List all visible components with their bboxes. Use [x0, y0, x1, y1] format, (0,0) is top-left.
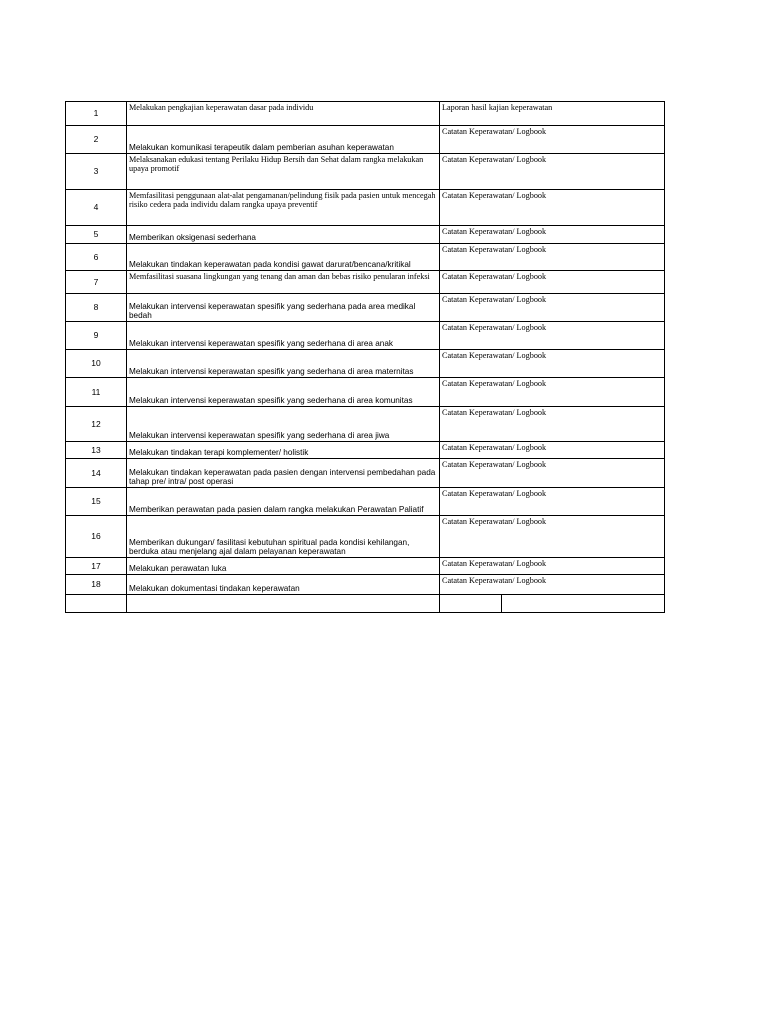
table-row	[66, 488, 665, 516]
row-number: 17	[66, 558, 127, 575]
table-row	[66, 126, 665, 154]
activity-cell: Melakukan pengkajian keperawatan dasar pada individu	[127, 102, 440, 126]
output-cell: Catatan Keperawatan/ Logbook	[440, 126, 665, 154]
output-cell: Catatan Keperawatan/ Logbook	[440, 516, 665, 558]
activity-table	[65, 101, 665, 613]
output-cell: Catatan Keperawatan/ Logbook	[440, 378, 665, 407]
table-row	[66, 322, 665, 350]
row-number: 15	[66, 488, 127, 516]
row-number: 10	[66, 350, 127, 378]
table-row	[66, 407, 665, 442]
activity-cell: Melakukan perawatan luka	[127, 558, 440, 575]
table-row	[66, 442, 665, 459]
activity-cell: Memberikan oksigenasi sederhana	[127, 226, 440, 244]
table-row	[66, 575, 665, 595]
row-number: 18	[66, 575, 127, 595]
output-cell: Catatan Keperawatan/ Logbook	[440, 154, 665, 190]
empty-cell	[127, 595, 440, 613]
output-cell: Catatan Keperawatan/ Logbook	[440, 322, 665, 350]
activity-cell: Melakukan komunikasi terapeutik dalam pemberian asuhan keperawatan	[127, 126, 440, 154]
table-row	[66, 271, 665, 294]
table-row	[66, 226, 665, 244]
activity-cell: Melakukan intervensi keperawatan spesifik yang sederhana di area komunitas	[127, 378, 440, 407]
table-row	[66, 102, 665, 126]
output-cell: Catatan Keperawatan/ Logbook	[440, 271, 665, 294]
table-row	[66, 154, 665, 190]
row-number: 8	[66, 294, 127, 322]
activity-cell: Melakukan intervensi keperawatan spesifik yang sederhana pada area medikal bedah	[127, 294, 440, 322]
row-number: 11	[66, 378, 127, 407]
activity-cell: Memberikan perawatan pada pasien dalam rangka melakukan Perawatan Paliatif	[127, 488, 440, 516]
activity-cell: Melakukan intervensi keperawatan spesifik yang sederhana di area jiwa	[127, 407, 440, 442]
activity-cell: Memfasilitasi suasana lingkungan yang tenang dan aman dan bebas risiko penularan infeksi	[127, 271, 440, 294]
empty-cell	[66, 595, 127, 613]
table-row	[66, 558, 665, 575]
table-row	[66, 190, 665, 226]
output-cell: Laporan hasil kajian keperawatan	[440, 102, 665, 126]
row-number: 1	[66, 102, 127, 126]
row-number: 6	[66, 244, 127, 271]
row-number: 12	[66, 407, 127, 442]
table-row	[66, 516, 665, 558]
row-number: 13	[66, 442, 127, 459]
table-row	[66, 378, 665, 407]
row-number: 2	[66, 126, 127, 154]
output-cell: Catatan Keperawatan/ Logbook	[440, 350, 665, 378]
output-cell: Catatan Keperawatan/ Logbook	[440, 575, 665, 595]
row-number: 4	[66, 190, 127, 226]
activity-cell: Melakukan dokumentasi tindakan keperawatan	[127, 575, 440, 595]
output-cell: Catatan Keperawatan/ Logbook	[440, 190, 665, 226]
empty-split-cell	[440, 595, 665, 613]
output-cell: Catatan Keperawatan/ Logbook	[440, 459, 665, 488]
activity-cell: Melakukan tindakan keperawatan pada pasien dengan intervensi pembedahan pada tahap pre/ intra/ post operasi	[127, 459, 440, 488]
split-container	[440, 595, 664, 612]
activity-cell: Melaksanakan edukasi tentang Perilaku Hidup Bersih dan Sehat dalam rangka melakukan upaya promotif	[127, 154, 440, 190]
output-cell: Catatan Keperawatan/ Logbook	[440, 226, 665, 244]
row-number: 16	[66, 516, 127, 558]
output-cell: Catatan Keperawatan/ Logbook	[440, 244, 665, 271]
row-number: 5	[66, 226, 127, 244]
row-number: 3	[66, 154, 127, 190]
table-row	[66, 244, 665, 271]
output-cell: Catatan Keperawatan/ Logbook	[440, 558, 665, 575]
empty-subcell	[502, 595, 664, 612]
output-cell: Catatan Keperawatan/ Logbook	[440, 294, 665, 322]
activity-cell: Memfasilitasi penggunaan alat-alat pengamanan/pelindung fisik pada pasien untuk mencegah risiko cedera pada individu dalam rangka upaya preventif	[127, 190, 440, 226]
output-cell: Catatan Keperawatan/ Logbook	[440, 407, 665, 442]
activity-cell: Melakukan intervensi keperawatan spesifik yang sederhana di area maternitas	[127, 350, 440, 378]
row-number: 9	[66, 322, 127, 350]
activity-cell: Melakukan tindakan keperawatan pada kondisi gawat darurat/bencana/kritikal	[127, 244, 440, 271]
activity-cell: Melakukan tindakan terapi komplementer/ holistik	[127, 442, 440, 459]
table-row	[66, 459, 665, 488]
activity-cell: Melakukan intervensi keperawatan spesifik yang sederhana di area anak	[127, 322, 440, 350]
empty-row	[66, 595, 665, 613]
table-row	[66, 350, 665, 378]
row-number: 14	[66, 459, 127, 488]
empty-subcell	[440, 595, 502, 612]
row-number: 7	[66, 271, 127, 294]
output-cell: Catatan Keperawatan/ Logbook	[440, 488, 665, 516]
output-cell: Catatan Keperawatan/ Logbook	[440, 442, 665, 459]
table-row	[66, 294, 665, 322]
activity-cell: Memberikan dukungan/ fasilitasi kebutuhan spiritual pada kondisi kehilangan, berduka atau menjelang ajal dalam pelayanan keperawatan	[127, 516, 440, 558]
